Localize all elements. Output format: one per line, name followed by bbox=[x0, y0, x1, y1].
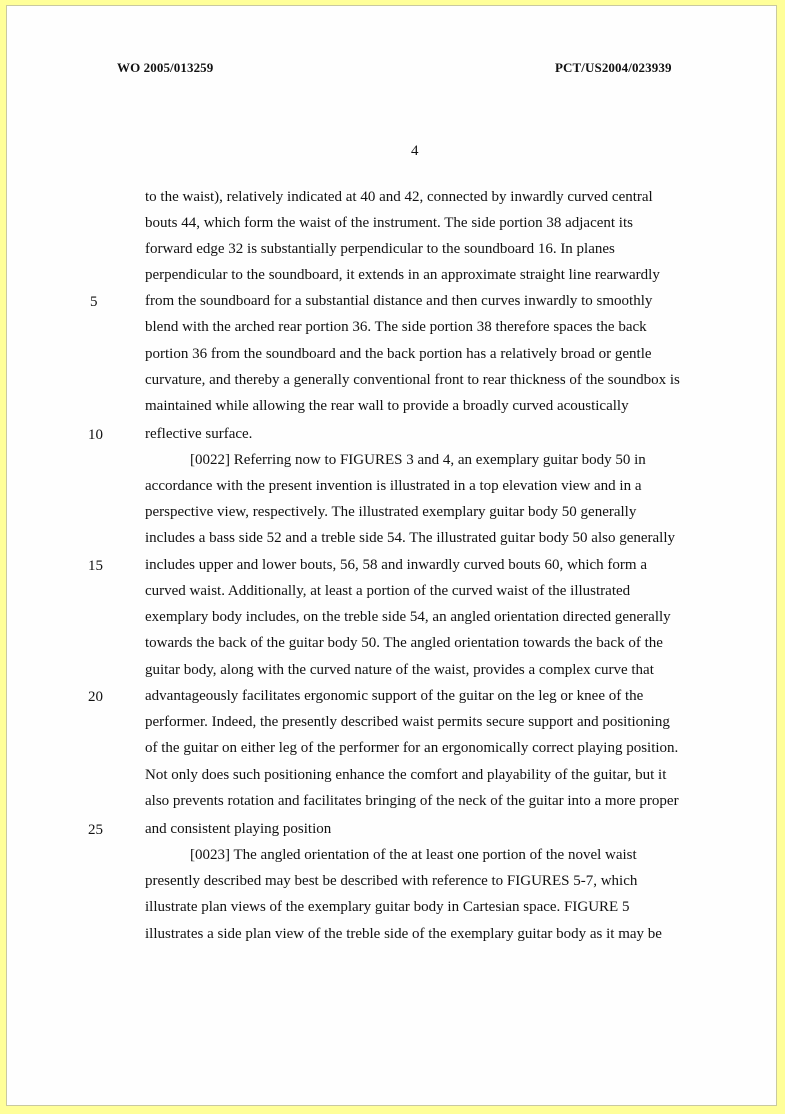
text-line: towards the back of the guitar body 50. The angled orientation towards the back of the bbox=[145, 635, 663, 651]
text-line: perpendicular to the soundboard, it extends in an approximate straight line rearwardly bbox=[145, 267, 660, 283]
text-line: exemplary body includes, on the treble side 54, an angled orientation directed generally bbox=[145, 609, 671, 625]
text-line: maintained while allowing the rear wall to provide a broadly curved acoustically bbox=[145, 398, 629, 414]
paragraph-start-line: [0022] Referring now to FIGURES 3 and 4, an exemplary guitar body 50 in bbox=[190, 452, 646, 468]
text-line: Not only does such positioning enhance the comfort and playability of the guitar, but it bbox=[145, 767, 667, 783]
line-number: 10 bbox=[88, 427, 103, 443]
line-number: 15 bbox=[88, 558, 103, 574]
paragraph-start-line: [0023] The angled orientation of the at least one portion of the novel waist bbox=[190, 847, 637, 863]
text-line: also prevents rotation and facilitates bringing of the neck of the guitar into a more proper bbox=[145, 793, 679, 809]
text-line: includes a bass side 52 and a treble side 54. The illustrated guitar body 50 also generally bbox=[145, 530, 676, 546]
text-line: of the guitar on either leg of the performer for an ergonomically correct playing position. bbox=[145, 740, 679, 756]
text-line: includes upper and lower bouts, 56, 58 and inwardly curved bouts 60, which form a bbox=[145, 557, 647, 573]
page-number: 4 bbox=[411, 143, 419, 159]
text-line: presently described may best be described with reference to FIGURES 5-7, which bbox=[145, 873, 638, 889]
text-line: advantageously facilitates ergonomic support of the guitar on the leg or knee of the bbox=[145, 688, 644, 704]
text-line: accordance with the present invention is illustrated in a top elevation view and in a bbox=[145, 478, 642, 494]
text-line: and consistent playing position bbox=[145, 821, 332, 837]
application-number: PCT/US2004/023939 bbox=[555, 60, 672, 75]
text-line: illustrates a side plan view of the treble side of the exemplary guitar body as it may be bbox=[145, 926, 662, 942]
text-line: blend with the arched rear portion 36. The side portion 38 therefore spaces the back bbox=[145, 319, 647, 335]
line-number: 5 bbox=[90, 294, 98, 310]
text-line: performer. Indeed, the presently described waist permits secure support and positioning bbox=[145, 714, 670, 730]
text-line: curved waist. Additionally, at least a portion of the curved waist of the illustrated bbox=[145, 583, 631, 599]
text-line: reflective surface. bbox=[145, 426, 253, 442]
text-line: curvature, and thereby a generally conventional front to rear thickness of the soundbox is bbox=[145, 372, 680, 388]
text-line: forward edge 32 is substantially perpendicular to the soundboard 16. In planes bbox=[145, 241, 615, 257]
text-line: from the soundboard for a substantial distance and then curves inwardly to smoothly bbox=[145, 293, 653, 309]
text-line: bouts 44, which form the waist of the instrument. The side portion 38 adjacent its bbox=[145, 215, 633, 231]
text-line: guitar body, along with the curved nature of the waist, provides a complex curve that bbox=[145, 662, 654, 678]
text-line: illustrate plan views of the exemplary guitar body in Cartesian space. FIGURE 5 bbox=[145, 899, 630, 915]
publication-number: WO 2005/013259 bbox=[117, 60, 214, 75]
text-line: perspective view, respectively. The illustrated exemplary guitar body 50 generally bbox=[145, 504, 637, 520]
line-number: 25 bbox=[88, 822, 103, 838]
text-line: portion 36 from the soundboard and the back portion has a relatively broad or gentle bbox=[145, 346, 652, 362]
line-number: 20 bbox=[88, 689, 103, 705]
text-line: to the waist), relatively indicated at 40 and 42, connected by inwardly curved central bbox=[145, 189, 653, 205]
